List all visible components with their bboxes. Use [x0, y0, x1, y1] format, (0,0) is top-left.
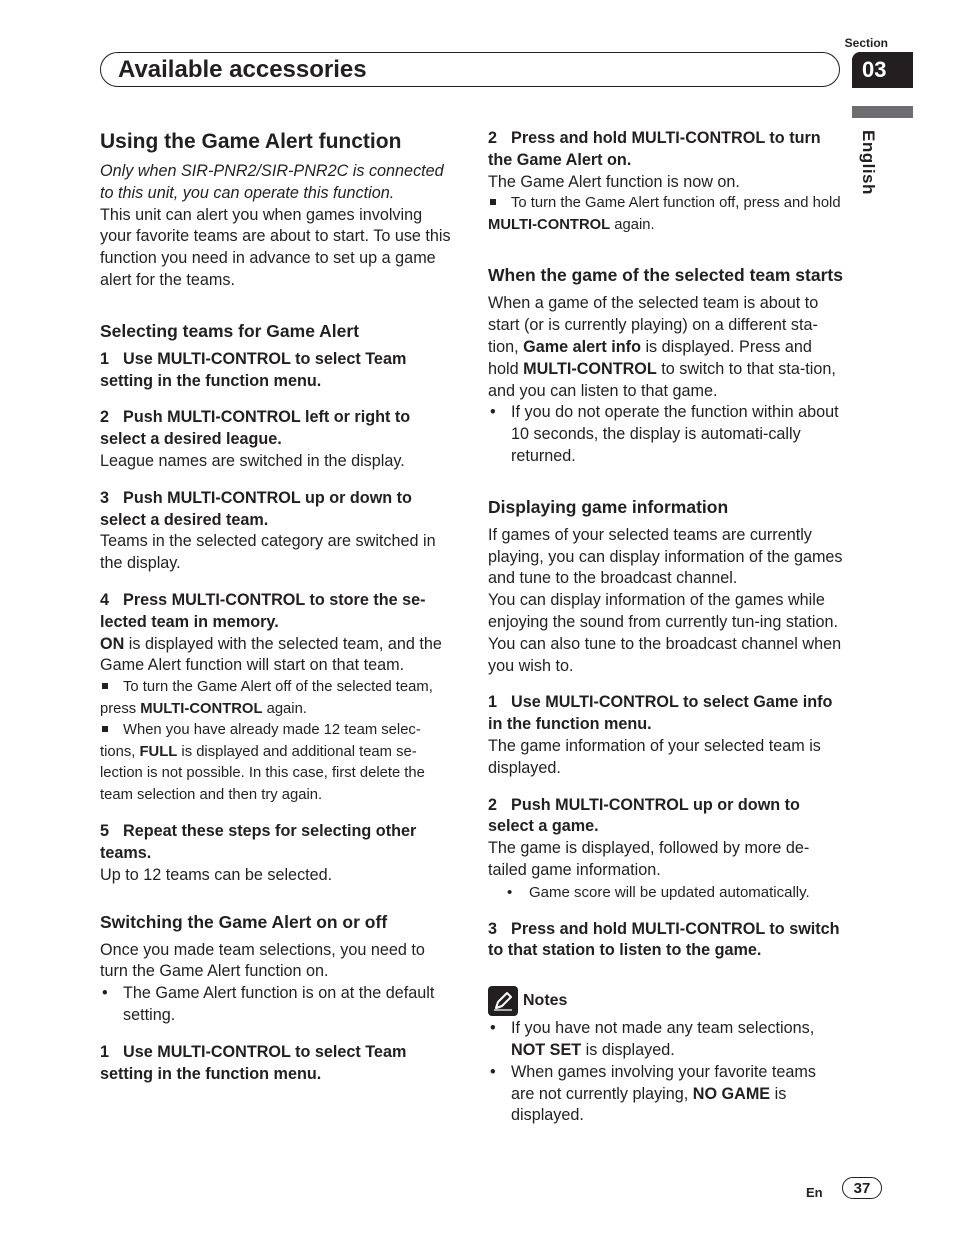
notes-title: Notes — [523, 992, 568, 1010]
left-column — [100, 128, 456, 1085]
square-bullet-icon — [102, 726, 108, 732]
info-step-1: 1 Use MULTI-CONTROL to select Game info in the function menu. — [488, 693, 833, 734]
square-bullet-icon — [490, 199, 496, 205]
step-2-body: League names are switched in the display. — [100, 451, 405, 470]
square-bullet-icon — [102, 683, 108, 689]
switch-step-1: 1 Use MULTI-CONTROL to select Team setting in the function menu. — [100, 1042, 407, 1083]
list-item: • If you have not made any team selections, NOT SET is displayed. — [488, 1018, 843, 1062]
main-heading: Using the Game Alert function — [100, 130, 402, 153]
info-step-2-bullets — [488, 882, 843, 904]
step-5-body: Up to 12 teams can be selected. — [100, 865, 333, 884]
subheading-game-starts: When the game of the selected team starts — [488, 265, 843, 286]
step-2: 2 Push MULTI-CONTROL left or right to select a desired league. — [100, 408, 411, 449]
info-step-1-body: The game information of your selected team is displayed. — [488, 736, 821, 777]
list-item: • When games involving your favorite teams are not currently playing, NO GAME is displayed. — [488, 1062, 843, 1127]
section-number: 03 — [852, 52, 913, 88]
switch-step-2-body: The Game Alert function is now on. — [488, 172, 740, 191]
step-3-body: Teams in the selected category are switched in the display. — [100, 532, 436, 573]
right-column — [488, 128, 843, 1127]
step-3: 3 Push MULTI-CONTROL up or down to select a desired team. — [100, 488, 412, 529]
displaying-body-2: You can display information of the games while enjoying the sound from currently tun-ing station. You can also tune to the broadcast channel when you wish to. — [488, 591, 842, 675]
displaying-body-1: If games of your selected teams are currently playing, you can display information of the games and tune to the broadcast channel. — [488, 525, 843, 588]
list-item: • If you do not operate the function within about 10 seconds, the display is automati-cally returned. — [488, 402, 843, 467]
intro-italic: Only when SIR-PNR2/SIR-PNR2C is connected to this unit, you can operate this function. — [100, 162, 444, 202]
info-step-3: 3 Press and hold MULTI-CONTROL to switch to that station to listen to the game. — [488, 919, 840, 960]
step-4-note-1: To turn the Game Alert off of the selected team, press MULTI-CONTROL again. — [100, 679, 433, 717]
subheading-selecting-teams: Selecting teams for Game Alert — [100, 320, 360, 341]
step-4-note-2: When you have already made 12 team selec-tions, FULL is displayed and additional team se-lection is not possible. In this case, first delete the team selection and then try again. — [100, 722, 425, 803]
section-tab-bar — [852, 106, 913, 118]
list-item: • The Game Alert function is on at the default setting. — [100, 983, 456, 1027]
info-step-2: 2 Push MULTI-CONTROL up or down to select a game. — [488, 795, 800, 836]
notes-list — [488, 1018, 843, 1127]
info-step-2-body: The game is displayed, followed by more de-tailed game information. — [488, 839, 810, 879]
switch-step-2: 2 Press and hold MULTI-CONTROL to turn the Game Alert on. — [488, 129, 821, 169]
page-title: Available accessories — [118, 56, 367, 83]
notes-header — [488, 986, 843, 1016]
step-1: 1 Use MULTI-CONTROL to select Team setting in the function menu. — [100, 349, 407, 390]
step-4: 4 Press MULTI-CONTROL to store the se-lected team in memory. — [100, 590, 426, 631]
step-5: 5 Repeat these steps for selecting other teams. — [100, 822, 417, 862]
switching-bullets — [100, 983, 456, 1027]
switch-step-2-note: To turn the Game Alert function off, press and hold MULTI-CONTROL again. — [488, 195, 841, 233]
switching-body: Once you made team selections, you need to turn the Game Alert function on. — [100, 940, 425, 981]
game-starts-bullets — [488, 402, 843, 467]
intro-text: This unit can alert you when games involving your favorite teams are about to start. To use this function you need in advance to set up a game alert for the teams. — [100, 205, 451, 289]
step-4-body: ON is displayed with the selected team, and the Game Alert function will start on that team. — [100, 634, 442, 675]
language-code: En — [806, 1185, 823, 1200]
language-tab: English — [859, 130, 878, 195]
subheading-displaying-info: Displaying game information — [488, 496, 729, 517]
pencil-icon — [488, 986, 518, 1016]
subheading-switching: Switching the Game Alert on or off — [100, 911, 388, 932]
list-item: • Game score will be updated automatically. — [488, 882, 843, 904]
page-number: 37 — [842, 1177, 882, 1199]
game-starts-body: When a game of the selected team is about to start (or is currently playing) on a different sta-tion, Game alert info is displayed. Press and hold MULTI-CONTROL to switch to that sta-tion, and you can listen to that game. — [488, 294, 836, 400]
section-label: Section — [844, 36, 888, 50]
